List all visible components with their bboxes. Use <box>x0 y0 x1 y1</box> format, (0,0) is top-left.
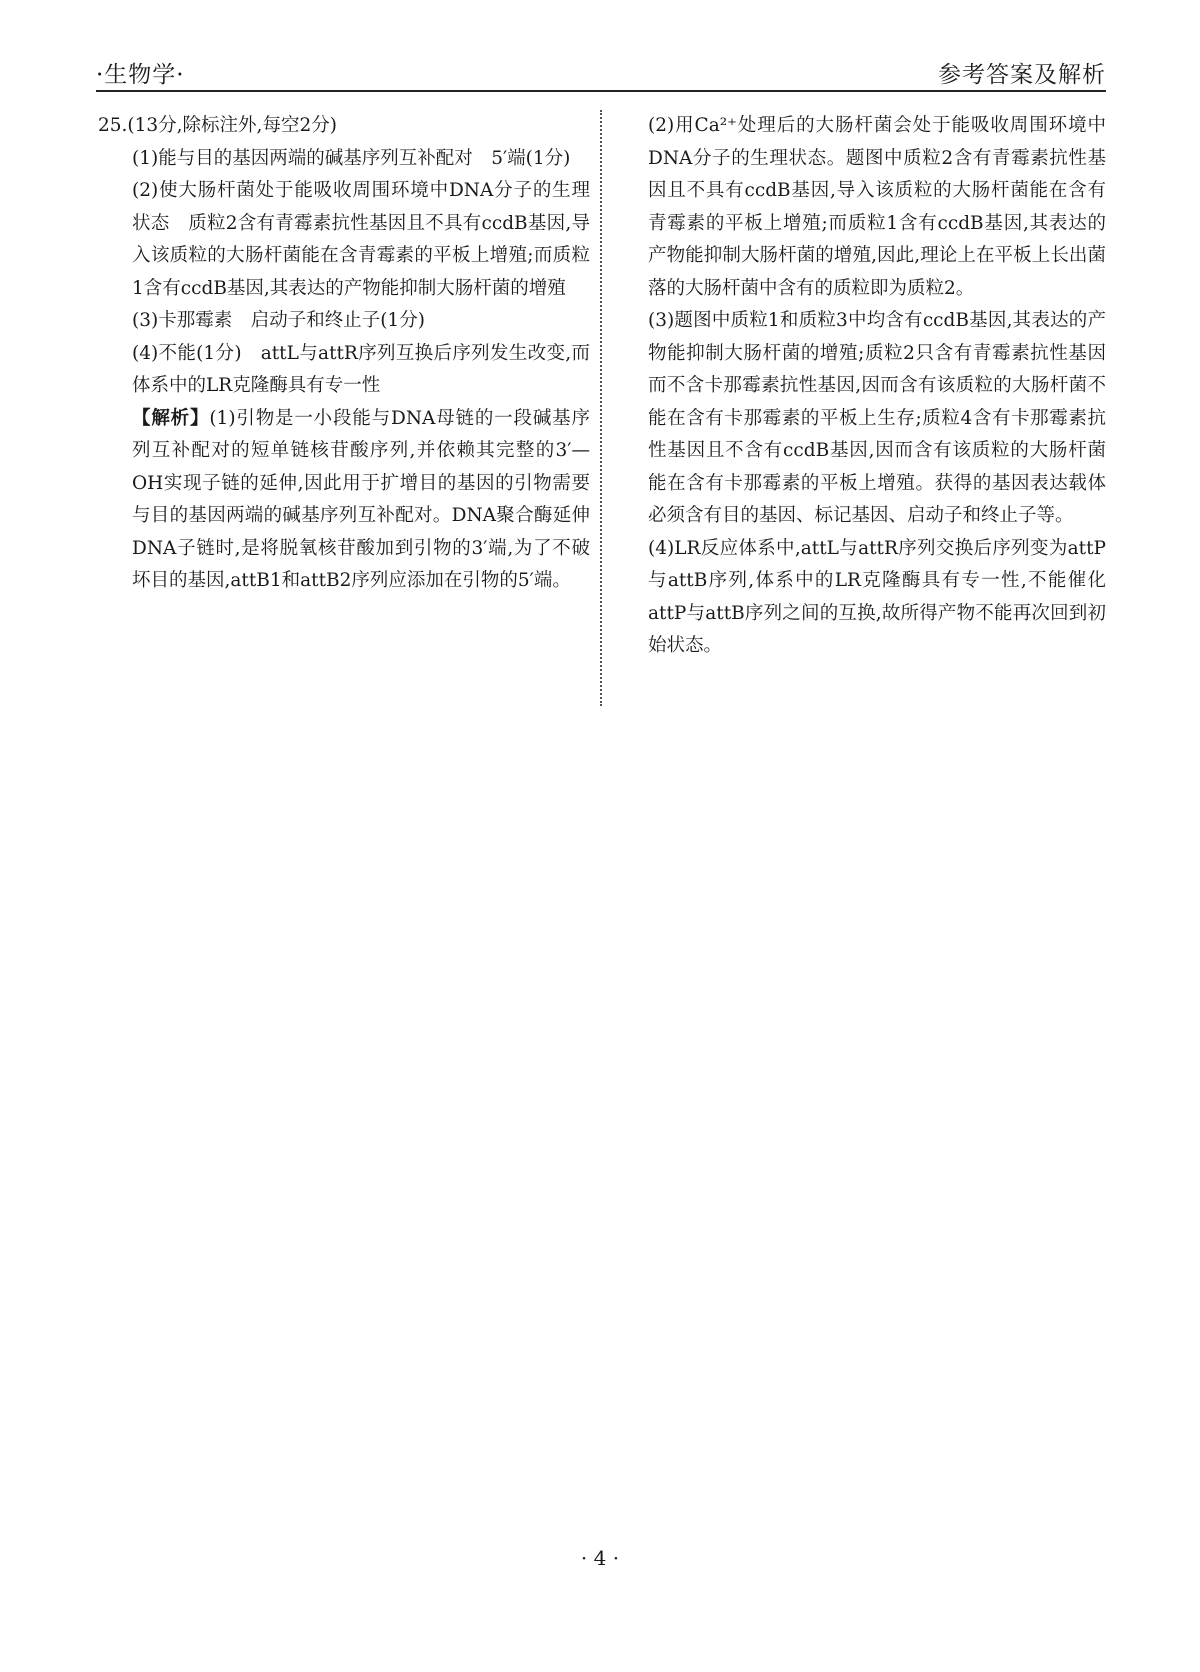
column-divider <box>600 110 602 706</box>
analysis-2: (2)用Ca²⁺处理后的大肠杆菌会处于能吸收周围环境中DNA分子的生理状态。题图中质粒2含有青霉素抗性基因且不具有ccdB基因,导入该质粒的大肠杆菌能在含有青霉素的平板上增殖;而质粒1含有ccdB基因,其表达的产物能抑制大肠杆菌的增殖,因此,理论上在平板上长出菌落的大肠杆菌中含有的质粒即为质粒2。 <box>648 115 1106 299</box>
left-column <box>98 110 590 598</box>
question-header: 25.(13分,除标注外,每空2分) <box>98 115 337 136</box>
answer-1: (1)能与目的基因两端的碱基序列互补配对 5′端(1分) <box>132 147 571 169</box>
analysis-4: (4)LR反应体系中,attL与attR序列交换后序列变为attP与attB序列,体系中的LR克隆酶具有专一性,不能催化attP与attB序列之间的互换,故所得产物不能再次回到初始状态。 <box>648 537 1106 656</box>
answer-3: (3)卡那霉素 启动子和终止子(1分) <box>132 310 425 331</box>
page-header <box>96 52 1106 88</box>
answer-4: (4)不能(1分) attL与attR序列互换后序列发生改变,而体系中的LR克隆酶具有专一性 <box>132 342 590 396</box>
analysis-paragraph <box>98 403 590 598</box>
answer-2: (2)使大肠杆菌处于能吸收周围环境中DNA分子的生理状态 质粒2含有青霉素抗性基因且不具有ccdB基因,导入该质粒的大肠杆菌能在含青霉素的平板上增殖;而质粒1含有ccdB基因,其表达的产物能抑制大肠杆菌的增殖 <box>132 180 590 299</box>
analysis-3: (3)题图中质粒1和质粒3中均含有ccdB基因,其表达的产物能抑制大肠杆菌的增殖;质粒2只含有青霉素抗性基因而不含卡那霉素抗性基因,因而含有该质粒的大肠杆菌不能在含有卡那霉素的平板上生存;质粒4含有卡那霉素抗性基因且不含有ccdB基因,因而含有该质粒的大肠杆菌能在含有卡那霉素的平板上增殖。获得的基因表达载体必须含有目的基因、标记基因、启动子和终止子等。 <box>648 310 1106 526</box>
subject-title: ·生物学· <box>96 62 185 88</box>
analysis-text: (1)引物是一小段能与DNA母链的一段碱基序列互补配对的短单链核苷酸序列,并依赖其完整的3′—OH实现子链的延伸,因此用于扩增目的基因的引物需要与目的基因两端的碱基序列互补配对。DNA聚合酶延伸DNA子链时,是将脱氧核苷酸加到引物的3′端,为了不破坏目的基因,attB1和attB2序列应添加在引物的5′端。 <box>132 407 590 591</box>
analysis-label: 【解析】 <box>132 407 210 429</box>
section-title: 参考答案及解析 <box>938 62 1106 88</box>
page-number: · 4 · <box>580 1546 620 1570</box>
right-column <box>648 110 1106 663</box>
header-rule <box>96 90 1106 92</box>
